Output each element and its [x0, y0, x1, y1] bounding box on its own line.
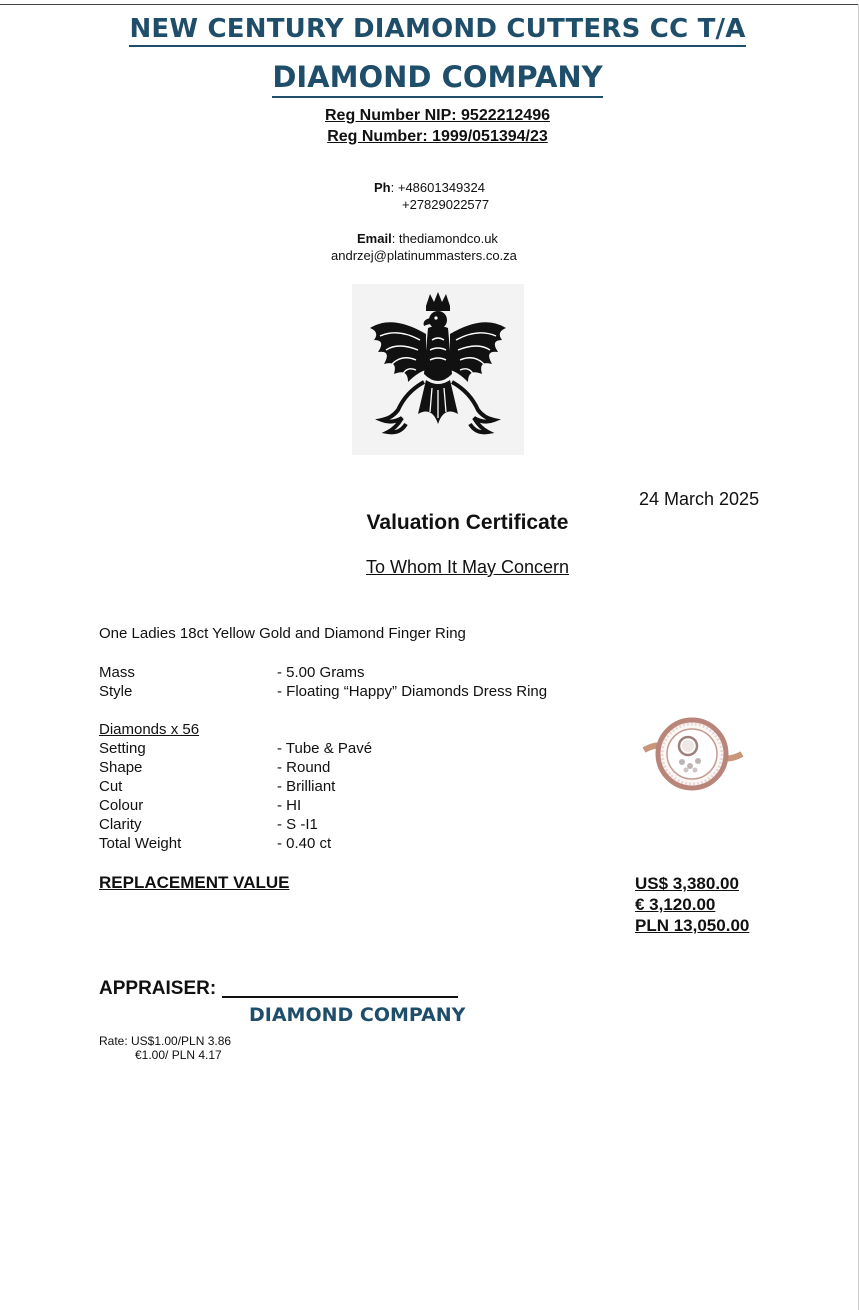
- email-1: thediamondco.uk: [398, 231, 498, 246]
- spec-value: - Tube & Pavé: [277, 740, 373, 757]
- phone-label: Ph: [374, 180, 391, 195]
- email-block: Email: thediamondco.uk: [357, 231, 498, 246]
- spec-value: - Round: [277, 759, 331, 776]
- style-value: - Floating “Happy” Diamonds Dress Ring: [277, 683, 548, 700]
- company-name-line2: DIAMOND COMPANY: [0, 60, 859, 94]
- spec-label: Setting: [99, 740, 146, 757]
- spec-value: - HI: [277, 797, 302, 814]
- company-name-line1: NEW CENTURY DIAMOND CUTTERS CC T/A: [0, 14, 859, 44]
- price-eur: € 3,120.00: [635, 895, 716, 914]
- certificate-date: 24 March 2025: [639, 489, 760, 509]
- price-usd: US$ 3,380.00: [635, 874, 739, 893]
- signature-line: [222, 996, 458, 998]
- ring-photo: [638, 712, 746, 796]
- phone-1: +48601349324: [397, 180, 485, 195]
- replacement-value-label: REPLACEMENT VALUE: [99, 873, 290, 892]
- spec-value: - S -I1: [277, 816, 318, 833]
- phone-block: Ph: +48601349324: [374, 180, 485, 195]
- mass-label: Mass: [99, 664, 135, 681]
- appraiser-label: APPRAISER:: [99, 978, 217, 999]
- diamonds-heading: Diamonds x 56: [99, 721, 200, 738]
- spec-value: - Brilliant: [277, 778, 336, 795]
- spec-label: Shape: [99, 759, 143, 776]
- item-description: One Ladies 18ct Yellow Gold and Diamond Finger Ring: [99, 625, 466, 642]
- appraiser-company: DIAMOND COMPANY: [249, 1004, 466, 1026]
- rate-usd: Rate: US$1.00/PLN 3.86: [99, 1034, 232, 1048]
- style-label: Style: [99, 683, 133, 700]
- polish-eagle-icon: [352, 284, 524, 455]
- mass-value: - 5.00 Grams: [277, 664, 365, 681]
- spec-label: Colour: [99, 797, 144, 814]
- email-2: andrzej@platinummasters.co.za: [331, 248, 517, 263]
- spec-label: Total Weight: [99, 835, 182, 852]
- salutation: To Whom It May Concern: [365, 557, 570, 577]
- spec-value: - 0.40 ct: [277, 835, 332, 852]
- spec-label: Cut: [99, 778, 123, 795]
- reg-number: Reg Number: 1999/051394/23: [327, 128, 548, 145]
- phone-2: +27829022577: [402, 197, 490, 212]
- price-pln: PLN 13,050.00: [635, 916, 750, 935]
- certificate-title: Valuation Certificate: [366, 511, 569, 534]
- rate-eur: €1.00/ PLN 4.17: [135, 1048, 222, 1062]
- email-label: Email: [357, 231, 392, 246]
- reg-nip: Reg Number NIP: 9522212496: [325, 107, 550, 124]
- spec-label: Clarity: [99, 816, 142, 833]
- top-rule: [0, 4, 859, 5]
